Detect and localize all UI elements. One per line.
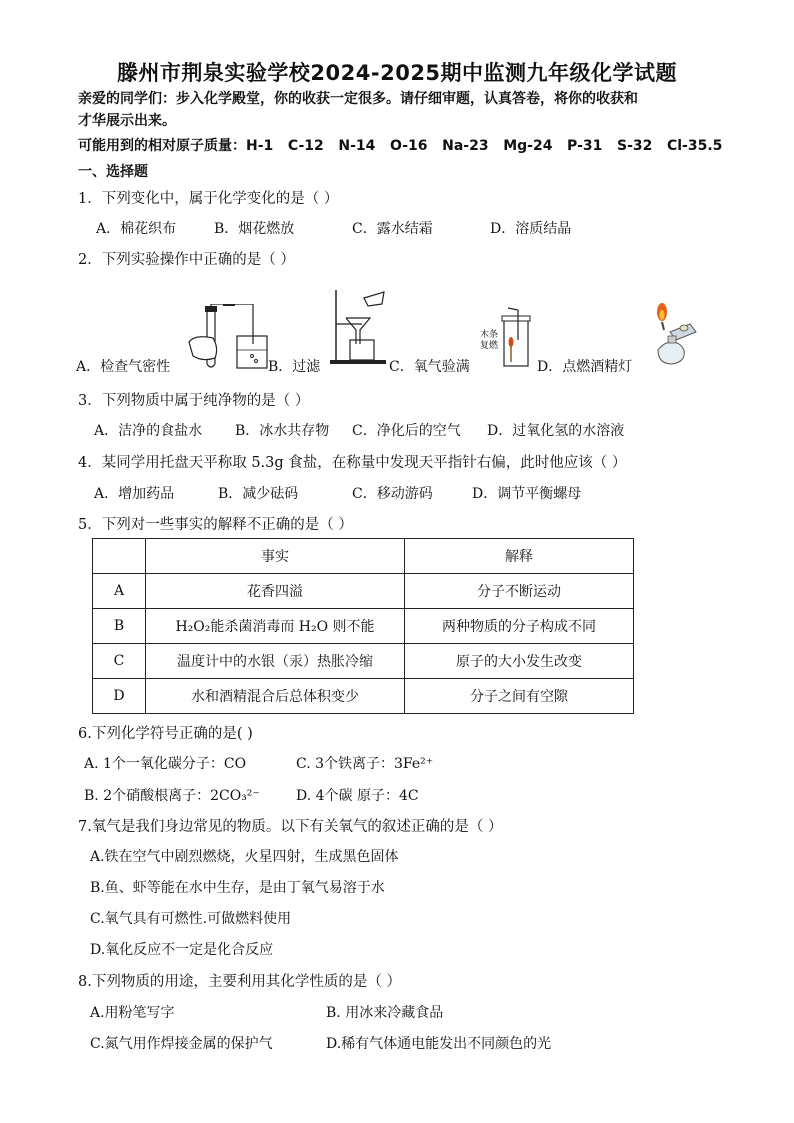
section-heading: 一、选择题 [78, 164, 148, 180]
question-1-stem: 1．下列变化中，属于化学变化的是（ ） [78, 191, 339, 207]
question-4-option-d[interactable]: D．调节平衡螺母 [472, 486, 582, 502]
table-header-row [93, 539, 634, 574]
question-6-stem: 6.下列化学符号正确的是( ) [78, 726, 253, 742]
question-6-option-c[interactable]: C. 3个铁离子：3Fe²⁺ [296, 756, 434, 772]
figure-filtration [328, 288, 388, 368]
table-row [93, 679, 634, 714]
figure-label-relight: 复燃 [480, 341, 499, 351]
intro-line-2: 才华展示出来。 [78, 113, 176, 129]
question-5-stem: 5．下列对一些事实的解释不正确的是（ ） [78, 517, 353, 533]
atomic-mass-values: H-1 C-12 N-14 O-16 Na-23 Mg-24 P-31 S-32 Cl-35.5 [246, 138, 723, 154]
question-8-option-a[interactable]: A.用粉笔写字 [90, 1005, 175, 1021]
figure-alcohol-lamp [640, 302, 702, 372]
table-cell: B [93, 609, 146, 644]
table-header-cell [93, 539, 146, 574]
table-cell: 原子的大小发生改变 [405, 644, 634, 679]
table-cell: D [93, 679, 146, 714]
question-3-stem: 3．下列物质中属于纯净物的是（ ） [78, 393, 310, 409]
question-3-option-c[interactable]: C．净化后的空气 [352, 423, 461, 439]
table-cell: A [93, 574, 146, 609]
question-7-option-b[interactable]: B.鱼、虾等能在水中生存，是由丁氧气易溶于水 [90, 880, 385, 896]
table-header-cell: 事实 [146, 539, 405, 574]
question-7-stem: 7.氧气是我们身边常见的物质。以下有关氧气的叙述正确的是（ ） [78, 819, 503, 835]
table-cell: C [93, 644, 146, 679]
question-4-option-b[interactable]: B．减少砝码 [218, 486, 299, 502]
table-cell: 温度计中的水银（汞）热胀冷缩 [146, 644, 405, 679]
question-7-option-c[interactable]: C.氧气具有可燃性.可做燃料使用 [90, 911, 292, 927]
table-cell: 花香四溢 [146, 574, 405, 609]
question-8-stem: 8.下列物质的用途，主要利用其化学性质的是（ ） [78, 974, 401, 990]
figure-oxygen-label [480, 330, 498, 352]
table-cell: H₂O₂能杀菌消毒而 H₂O 则不能 [146, 609, 405, 644]
table-cell: 两种物质的分子构成不同 [405, 609, 634, 644]
question-8-option-c[interactable]: C.氮气用作焊接金属的保护气 [90, 1036, 273, 1052]
intro-line-1: 亲爱的同学们：步入化学殿堂，你的收获一定很多。请仔细审题，认真答卷，将你的收获和 [78, 91, 638, 107]
question-1-option-d[interactable]: D．溶质结晶 [490, 221, 572, 237]
question-2-option-c[interactable]: C．氧气验满 [389, 359, 470, 375]
question-6-option-d[interactable]: D. 4个碳 原子：4C [296, 788, 419, 804]
question-2-option-a[interactable]: A．检查气密性 [76, 359, 171, 375]
question-3-option-a[interactable]: A．洁净的食盐水 [94, 423, 203, 439]
table-row [93, 644, 634, 679]
question-3-option-d[interactable]: D．过氧化氢的水溶液 [487, 423, 625, 439]
question-4-stem: 4．某同学用托盘天平称取 5.3g 食盐，在称量中发现天平指针右偏，此时他应该（ ） [78, 455, 627, 471]
question-6-option-b[interactable]: B. 2个硝酸根离子：2CO₃²⁻ [84, 788, 260, 804]
question-7-option-a[interactable]: A.铁在空气中剧烈燃烧，火星四射，生成黑色固体 [90, 849, 399, 865]
question-4-option-c[interactable]: C．移动游码 [352, 486, 433, 502]
table-cell: 分子之间有空隙 [405, 679, 634, 714]
question-1-option-a[interactable]: A．棉花织布 [96, 221, 177, 237]
question-2-stem: 2．下列实验操作中正确的是（ ） [78, 252, 295, 268]
figure-airtightness-check [185, 304, 270, 370]
table-cell: 分子不断运动 [405, 574, 634, 609]
question-8-option-b[interactable]: B. 用冰来冷藏食品 [326, 1005, 444, 1021]
question-8-option-d[interactable]: D.稀有气体通电能发出不同颜色的光 [326, 1036, 552, 1052]
question-6-option-a[interactable]: A. 1个一氧化碳分子：CO [84, 756, 247, 772]
table-row [93, 574, 634, 609]
question-4-option-a[interactable]: A．增加药品 [94, 486, 175, 502]
table-cell: 水和酒精混合后总体积变少 [146, 679, 405, 714]
question-3-option-b[interactable]: B．冰水共存物 [235, 423, 330, 439]
question-2-option-b[interactable]: B．过滤 [268, 359, 321, 375]
atomic-mass-label: 可能用到的相对原子质量： [78, 138, 246, 154]
table-row [93, 609, 634, 644]
table-header-cell: 解释 [405, 539, 634, 574]
figure-label-stick: 木条 [480, 330, 499, 340]
facts-table [92, 538, 634, 714]
question-7-option-d[interactable]: D.氧化反应不一定是化合反应 [90, 942, 274, 958]
page-title: 滕州市荆泉实验学校2024-2025期中监测九年级化学试题 [116, 61, 678, 85]
atomic-mass-line [78, 135, 722, 155]
question-1-option-c[interactable]: C．露水结霜 [352, 221, 433, 237]
question-2-option-d[interactable]: D．点燃酒精灯 [537, 359, 633, 375]
question-1-option-b[interactable]: B．烟花燃放 [214, 221, 295, 237]
